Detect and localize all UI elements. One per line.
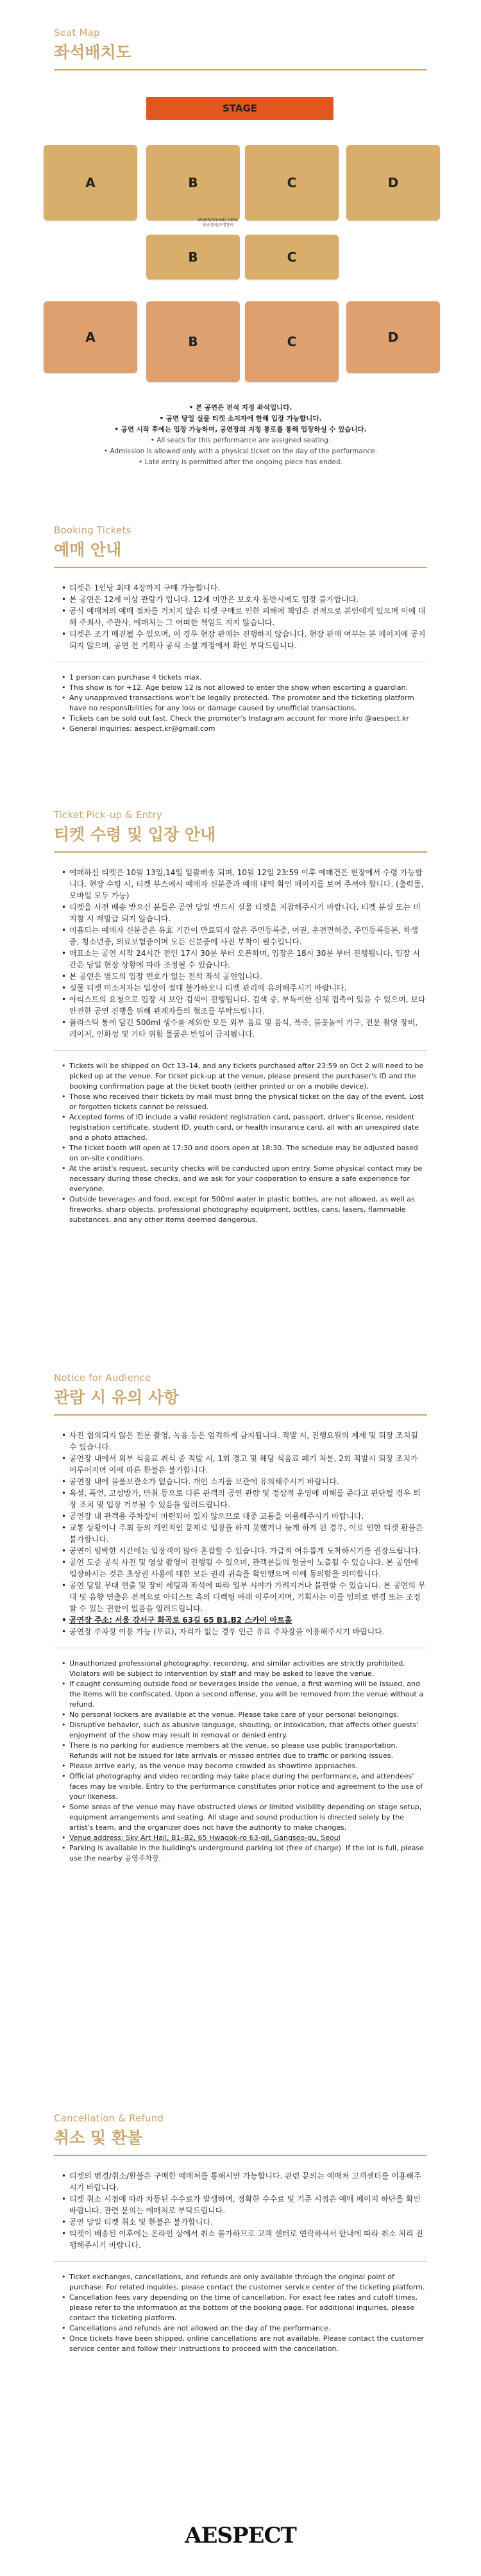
list-item: • 티켓은 조기 매진될 수 있으며, 이 경우 현장 판매는 진행하지 않습니다. 현장 판매 여부는 본 페이지에 공지되지 않으며, 공연 전 기획사 공식 소셜 계정에서 확인 부탁드립니다. — [62, 628, 427, 651]
notice-title-ko: 관람 시 유의 사항 — [54, 1388, 180, 1407]
list-item: • Unauthorized professional photography, recording, and similar activities are strictly prohibited. Violators will be subject to intervention by staff and may be asked to leave the venue. — [62, 1659, 427, 1679]
booking-section — [54, 524, 427, 734]
cancel-title-ko: 취소 및 환불 — [54, 2129, 143, 2147]
pickup-section — [54, 809, 427, 1225]
seat-block-b-2: B — [146, 235, 240, 280]
list-item: • General inquiries: aespect.kr@gmail.com — [62, 724, 427, 734]
mixer-label: MIXER/SOUND_DESK 방송장비/조명장비 — [198, 218, 239, 228]
seat-map-header — [54, 27, 427, 71]
list-item: • 공연 당일 티켓 취소 및 환불은 불가합니다. — [62, 2216, 427, 2228]
list-item: • Please arrive early, as the venue may become crowded as showtime approaches. — [62, 1761, 427, 1771]
booking-list-en — [54, 673, 427, 734]
list-item: • 1 person can purchase 4 tickets max. — [62, 673, 427, 683]
seat-block-a: A — [44, 145, 137, 221]
seat-block-d: D — [346, 145, 440, 221]
list-item: • This show is for +12. Age below 12 is not allowed to enter the show when escorting a guardian. — [62, 683, 427, 693]
list-item: • 티켓을 사전 배송 받으신 분들은 공연 당일 반드시 실물 티켓을 지참해주시기 바랍니다. 티켓 분실 또는 미지참 시 재발급 되지 않습니다. — [62, 901, 427, 924]
cancel-section — [54, 2112, 427, 2354]
seat-note-ko: • 본 공연은 전석 지정 좌석입니다. — [189, 404, 292, 412]
list-item: • 공연장 내에 물품보관소가 없습니다. 개인 소지품 보관에 유의해주시기 바랍니다. — [62, 1476, 427, 1487]
list-item: • 공연장 내에서 외부 식음료 취식 중 적발 시, 1회 경고 및 해당 식음료 폐기 처분, 2회 적발시 퇴장 조치가 이루어지며 이에 따른 환불은 불가합니다. — [62, 1453, 427, 1476]
list-item: • 매표소는 공연 시작 24시간 전인 17시 30분 부터 오픈하며, 입장은 18시 30분 부터 진행됩니다. 입장 시간은 당일 현장 상황에 따라 조정될 수 있습니다. — [62, 948, 427, 971]
notice-list-en — [54, 1659, 427, 1864]
stage: STAGE — [146, 97, 333, 120]
list-item: • 티켓 취소 시점에 따라 차등된 수수료가 발생하며, 정확한 수수료 및 기준 시점은 예매 페이지 하단을 확인 바랍니다. 관련 문의는 예매처로 부탁드립니다. — [62, 2193, 427, 2216]
list-item: • 공식 예매처의 예매 절차를 거치지 않은 티켓 구매로 인한 피해에 책임은 전적으로 본인에게 있으며 이에 대해 주최사, 주관사, 예매처는 그 어떠한 책임도 지지 않습니다. — [62, 605, 427, 628]
booking-title-ko: 예매 안내 — [54, 540, 122, 559]
pickup-title-en: Ticket Pick-up & Entry — [54, 809, 162, 821]
divider — [54, 69, 427, 71]
list-item: • Outside beverages and food, except for 500ml water in plastic bottles, are not allowed, as well as fireworks, sharp objects, professional photography equipment, bottles, cans, lasers, flammable substances, and any other items deemed dangerous. — [62, 1194, 427, 1225]
booking-title-en: Booking Tickets — [54, 524, 131, 536]
list-item: • 아티스트의 요청으로 입장 시 보안 검색이 진행됩니다. 검색 중, 부득이한 신체 접촉이 있을 수 있으며, 보다 안전한 공연 진행을 위해 관계자들의 협조를 부탁드립니다. — [62, 994, 427, 1017]
list-item: • Some areas of the venue may have obstructed views or limited visibility depending on stage setup, equipment arrangements and seating. All stage and sound production is directed solely by the artist's team, and the organizer does not have the authority to make changes. — [62, 1802, 427, 1833]
pickup-list-ko — [54, 867, 427, 1040]
list-item: • There is no parking for audience members at the venue, so please use public transportation. Refunds will not be issued for late arrivals or missed entries due to traffic or parking issues. — [62, 1741, 427, 1761]
seat-note-ko: • 공연 당일 실물 티켓 소지자에 한해 입장 가능합니다. — [159, 415, 322, 422]
list-item: • Those who received their tickets by mail must bring the physical ticket on the day of the event. Lost or forgotten tickets cannot be reissued. — [62, 1092, 427, 1112]
seat-notes — [54, 403, 427, 468]
footer-logo: AESPECT — [185, 2523, 296, 2548]
seat-note-en: • Late entry is permitted after the ongoing piece has ended. — [139, 458, 342, 466]
list-item: • At the artist's request, security checks will be conducted upon entry. Some physical contact may be necessary during these checks, and we ask for your cooperation to ensure a safe experience for everyone. — [62, 1164, 427, 1194]
list-item: • Official photography and video recording may take place during the performance, and attendees' faces may be visible. Entry to the performance constitutes prior notice and agreement to the use of your likeness. — [62, 1771, 427, 1802]
list-item: • Parking is available in the building's underground parking lot (free of charge). If the lot is full, please use the nearby 공영주차장. — [62, 1843, 427, 1864]
seat-block-c-2: C — [245, 235, 339, 280]
list-item: • 사전 협의되지 않은 전문 촬영, 녹음 등은 엄격하게 금지됩니다. 적발 시, 진행요원의 제재 및 퇴장 조치될 수 있습니다. — [62, 1430, 427, 1453]
list-item: • The ticket booth will open at 17:30 and doors open at 18:30. The schedule may be adjusted based on on-site conditions. — [62, 1143, 427, 1164]
list-item: • Ticket exchanges, cancellations, and refunds are only available through the original point of purchase. For related inquiries, please contact the customer service center of the ticketing platform. — [62, 2272, 427, 2293]
seat-note-en: • All seats for this performance are assigned seating. — [150, 437, 331, 444]
divider — [54, 2261, 427, 2262]
venue-address-en: • Venue address: Sky Art Hall, B1–B2, 65 Hwagok-ro 63-gil, Gangseo-gu, Seoul — [62, 1833, 427, 1843]
notice-section — [54, 1372, 427, 1864]
notice-title-en: Notice for Audience — [54, 1372, 151, 1384]
cancel-title-en: Cancellation & Refund — [54, 2112, 164, 2124]
list-item: • 본 공연은 12세 이상 관람가 입니다. 12세 미만은 보호자 동반시에도 입장 불가합니다. — [62, 594, 427, 605]
seat-block-c: C — [245, 145, 339, 221]
booking-list-ko — [54, 582, 427, 651]
seat-map-title-en: Seat Map — [54, 27, 100, 38]
venue-address-ko: • 공연장 주소: 서울 강서구 화곡로 63길 65 B1,B2 스카이 아트홀 — [62, 1614, 427, 1626]
list-item: • Accepted forms of ID include a valid resident registration card, passport, driver's license, resident registration certificate, student ID, youth card, or health insurance card, all with an unexpired date and a photo attached. — [62, 1112, 427, 1143]
list-item: • 티켓의 변경/취소/환불은 구매한 예매처를 통해서만 가능합니다. 관련 문의는 예매처 고객센터를 이용해주시기 바랍니다. — [62, 2170, 427, 2193]
list-item: • 예매하신 티켓은 10월 13일,14일 일괄배송 되며, 10월 12일 23:59 이후 예매건은 현장에서 수령 가능합니다. 현장 수령 시, 티켓 부스에서 예매자 신분증과 예매 내역 확인 페이지를 보여 주셔야 합니다. (출력물, 모바일 모두 가능) — [62, 867, 427, 901]
list-item: • 본 공연은 별도의 입장 번호가 없는 전석 좌석 공연입니다. — [62, 971, 427, 982]
seat-block-d-3: D — [346, 301, 440, 373]
list-item: • 미흡되는 예매자 신분증은 유효 기간이 만료되지 않은 주민등록증, 여권, 운전면허증, 주민등록등본, 학생증, 청소년증, 의료보험증이며 모든 신분증에 사진 부착이 필수입니다. — [62, 924, 427, 948]
list-item: • 공연 도중 공식 사진 및 영상 촬영이 진행될 수 있으며, 관객분들의 얼굴이 노출될 수 있습니다. 본 공연에 입장하시는 것은 초상권 사용에 대한 모든 권리 귀속을 확인했으며 이에 동의함을 의미합니다. — [62, 1557, 427, 1580]
list-item: • 티켓은 1인당 최대 4장까지 구매 가능합니다. — [62, 582, 427, 594]
pickup-list-en — [54, 1061, 427, 1225]
seat-note-ko: • 공연 시작 후에는 입장 가능하며, 공연장의 지정 통로를 통해 입장하실 수 있습니다. — [114, 426, 367, 433]
seat-block-b: B — [146, 145, 240, 221]
list-item: • 욕설, 폭언, 고성방가, 만취 등으로 다른 관객의 공연 관람 및 정상적 운영에 피해를 준다고 판단될 경우 퇴장 조치 및 입장 거부될 수 있음을 알려드립니다. — [62, 1487, 427, 1510]
list-item: • Disruptive behavior, such as abusive language, shouting, or intoxication, that affects other guests' enjoyment of the show may result in removal or denied entry. — [62, 1720, 427, 1741]
seat-block-c-3: C — [245, 301, 339, 382]
list-item: • 플라스틱 통에 담긴 500ml 생수를 제외한 모든 외부 음료 및 음식, 폭죽, 불꽃놀이 기구, 전문 촬영 장비, 레이저, 인화성 및 기타 위험 물품은 반입이 금지됩니다. — [62, 1017, 427, 1040]
seat-map-title-ko: 좌석배치도 — [54, 43, 131, 62]
list-item: • If caught consuming outside food or beverages inside the venue, a first warning will be issued, and the items will be confiscated. Upon a second offense, you will be removed from the venue without a refund. — [62, 1679, 427, 1710]
seat-block-b-3: B — [146, 301, 240, 382]
seat-block-a-3: A — [44, 301, 137, 373]
divider — [54, 1050, 427, 1051]
list-item: • Once tickets have been shipped, online cancellations are not available. Please contact the customer service center and follow their instructions to proceed with the cancellation. — [62, 2334, 427, 2354]
list-item: • Tickets will be shipped on Oct 13–14, and any tickets purchased after 23:59 on Oct 2 will need to be picked up at the venue. For ticket pick-up at the venue, please present the purchaser's ID and the booking confirmation page at the ticket booth (either printed or on a mobile device). — [62, 1061, 427, 1092]
pickup-title-ko: 티켓 수령 및 입장 안내 — [54, 825, 216, 844]
cancel-list-ko — [54, 2170, 427, 2251]
seat-note-en: • Admission is allowed only with a physical ticket on the day of the performance. — [103, 447, 378, 455]
list-item: • 실물 티켓 미소지자는 입장이 절대 불가하오니 티켓 관리에 유의해주시기 바랍니다. — [62, 982, 427, 994]
list-item: • 공연이 임박한 시간에는 입장객이 많아 혼잡할 수 있습니다. 가급적 여유롭게 도착하시기를 권장드립니다. — [62, 1545, 427, 1557]
list-item: • Cancellations and refunds are not allowed on the day of the performance. — [62, 2323, 427, 2334]
list-item: • Any unapproved transactions won't be legally protected. The promoter and the ticketing platform have no responsibilities for any loss or damage caused by unofficial transactions. — [62, 693, 427, 714]
notice-list-ko — [54, 1430, 427, 1637]
list-item: • Tickets can be sold out fast. Check the promoter's Instagram account for more info @aespect.kr — [62, 714, 427, 724]
cancel-list-en — [54, 2272, 427, 2354]
list-item: • 티켓이 배송된 이후에는 온라인 상에서 취소 불가하므로 고객 센터로 연락하셔서 안내에 따라 취소 처리 진행해주시기 바랍니다. — [62, 2228, 427, 2251]
list-item: • 공연장 내 관객용 주차장이 마련되어 있지 않으므로 대중 교통을 이용해주시기 바랍니다. — [62, 1510, 427, 1522]
list-item: • 공연 당일 무대 연출 및 장비 세팅과 좌석에 따라 일부 시야가 가려지거나 불편할 수 있습니다. 본 공연의 무대 및 음향 연출은 전적으로 아티스트 측의 디렉팅 아래 이루어지며, 기획사는 이를 임의로 변경 또는 조정할 수 있는 권한이 없음을 알려드립니다. — [62, 1580, 427, 1614]
list-item: • Cancellation fees vary depending on the time of cancellation. For exact fee rates and cutoff times, please refer to the information at the bottom of the booking page. For additional inquiries, please contact the ticketing platform. — [62, 2293, 427, 2323]
list-item: • No personal lockers are available at the venue. Please take care of your personal belongings. — [62, 1710, 427, 1720]
list-item: • 공연장 주차장 이용 가능 (무료), 자리가 없는 경우 인근 유료 주차장을 이용해주시기 바랍니다. — [62, 1626, 427, 1637]
list-item: • 교통 상황이나 주최 등의 개인적인 문제로 입장을 하지 못했거나 늦게 하게 된 경우, 이로 인한 티켓 환불은 불가합니다. — [62, 1522, 427, 1545]
